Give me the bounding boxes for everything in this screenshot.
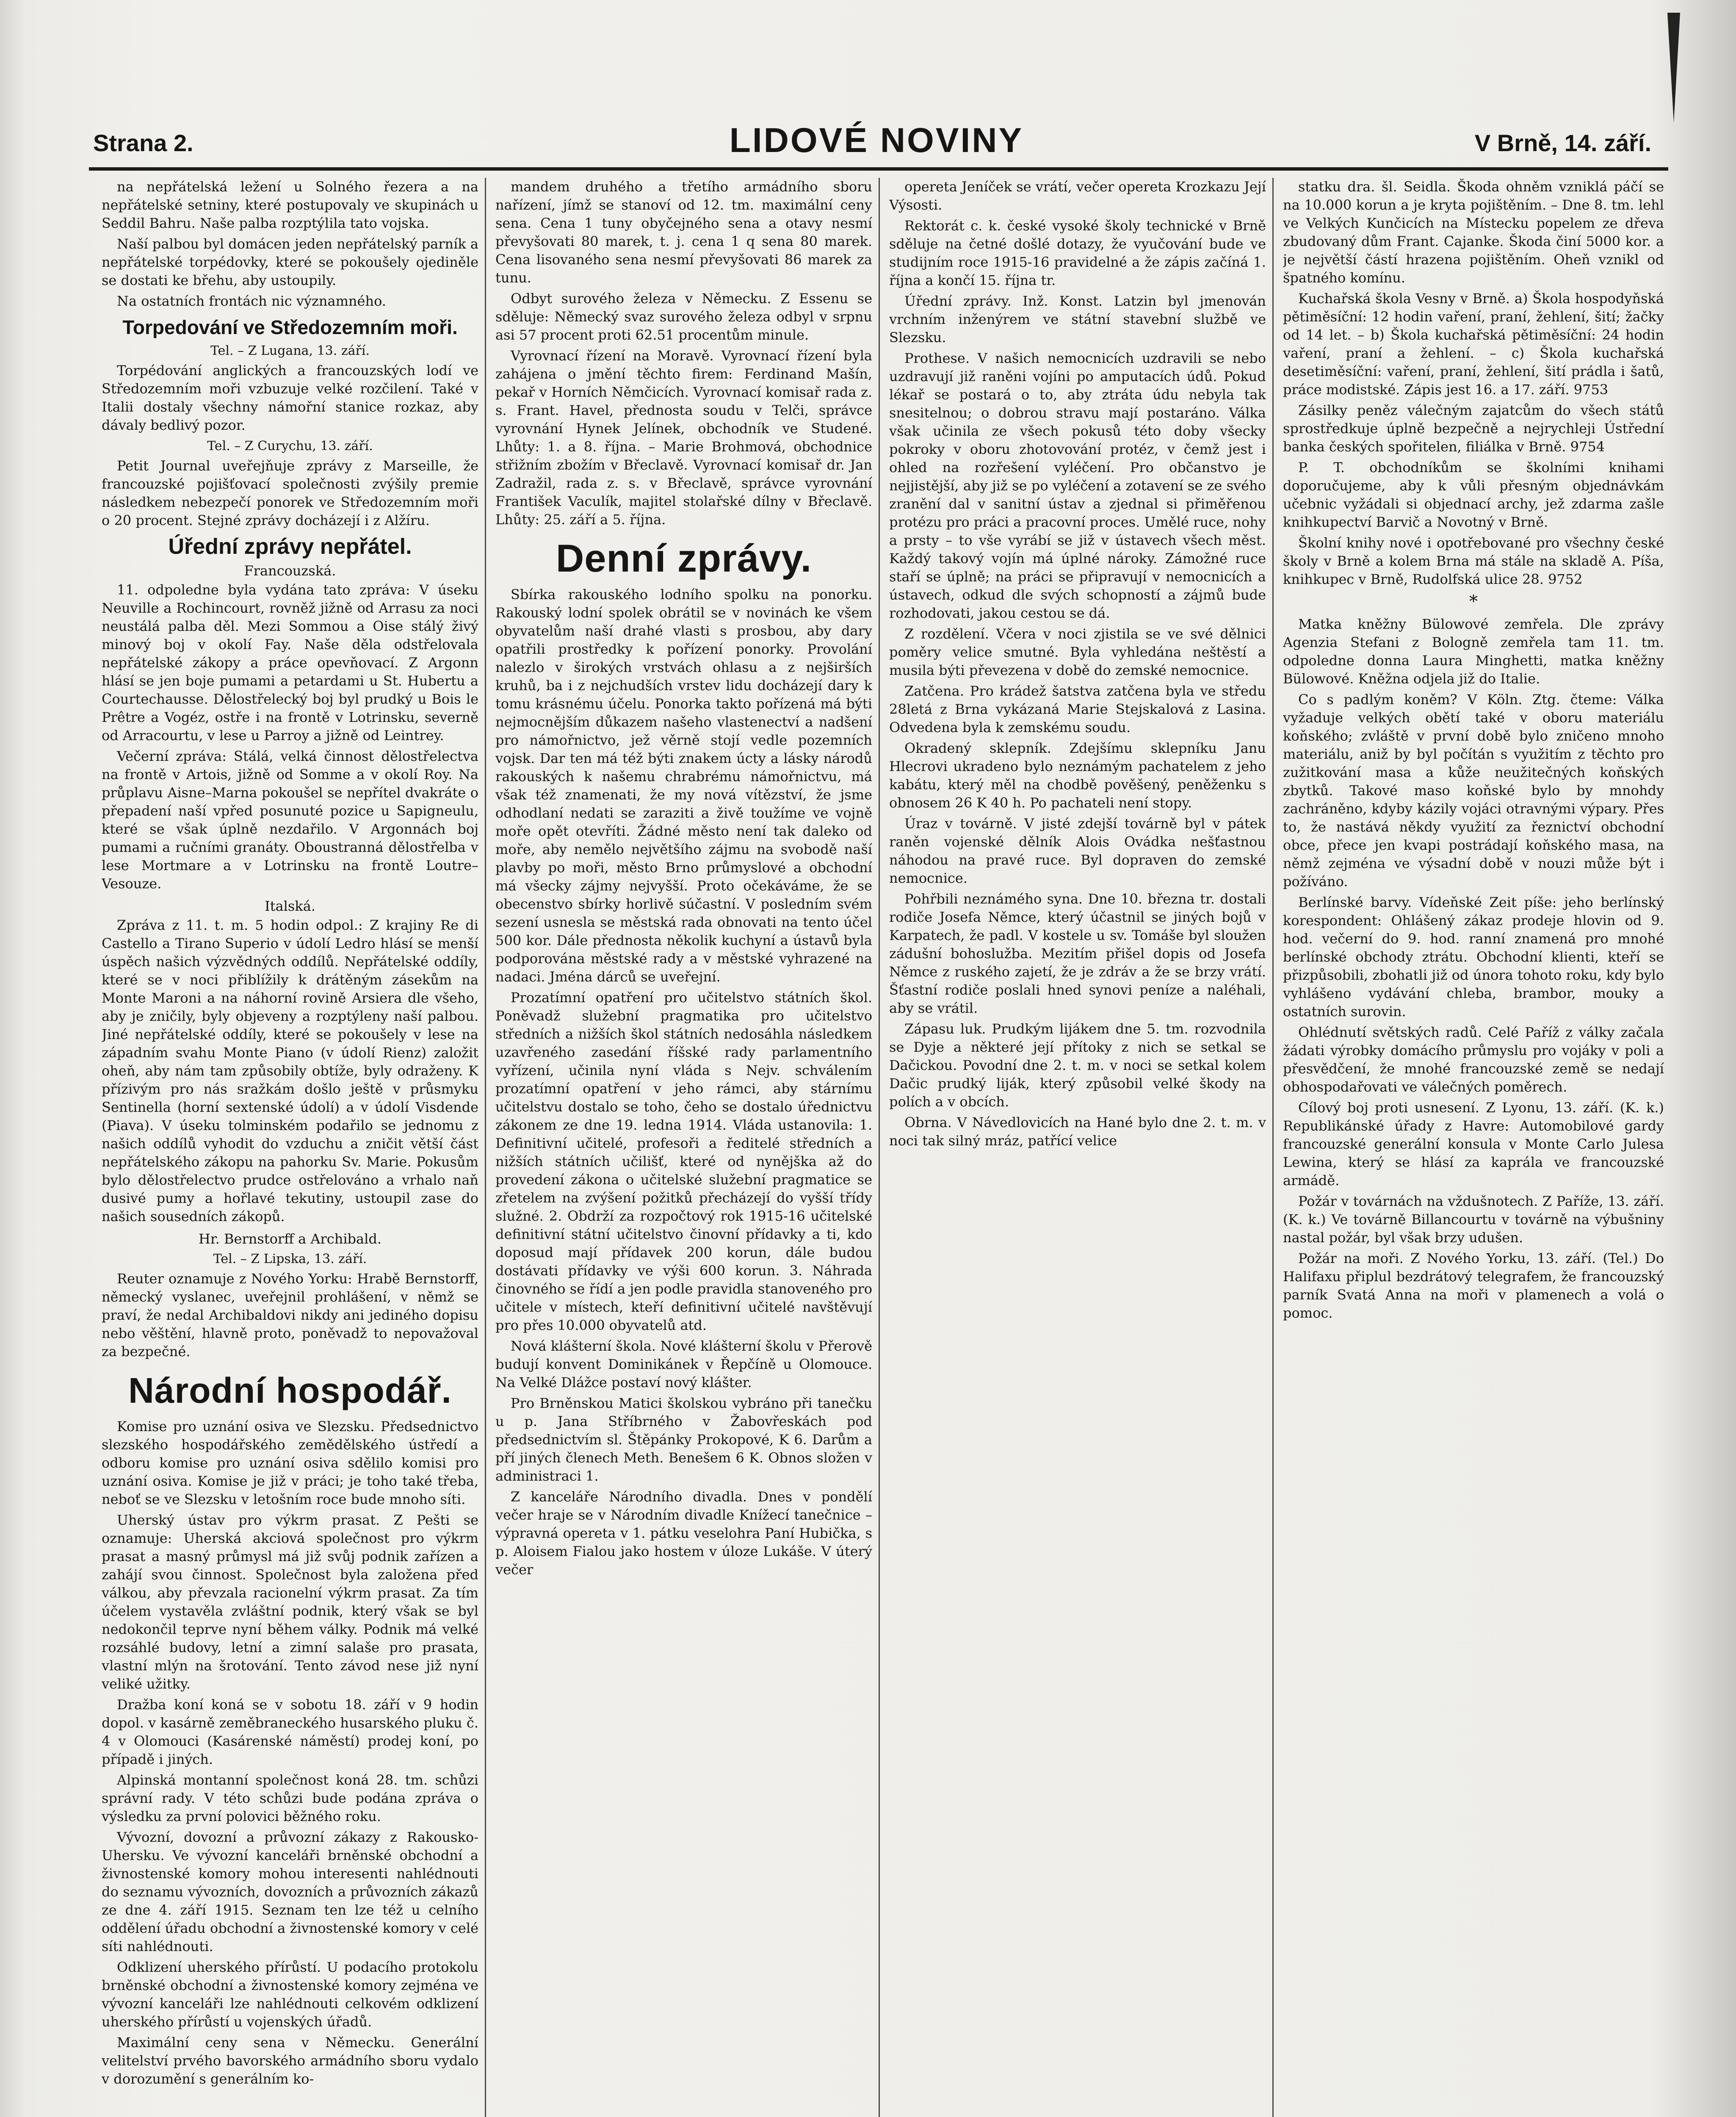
article-text: Zápasu luk. Prudkým lijákem dne 5. tm. rozvodnila se Dyje a některé její přítoky z nich se setkal se Dačickou. Povodní dne 2. t. m. v noci se setkal kolem Dačic prudký liják, který způsobil velké škody na polích a v obcích. bbox=[889, 1021, 1266, 1110]
advertisement: Zásilky peněz válečným zajatcům do všech států sprostředkuje úplně bezpečně a nejrychleji Ústřední banka českých spořitelen, filiálka v Brně. 9754 bbox=[1283, 402, 1664, 455]
article-text: opereta Jeníček se vrátí, večer opereta Krozkazu Její Výsosti. bbox=[889, 179, 1266, 213]
article-text: Komise pro uznání osiva ve Slezsku. Předsednictvo slezského hospodářského zemědělského ústředí a odboru komise pro uznání osiva sdělilo komisi pro uznání osiva. Komise je již v práci; je toho také třeba, neboť se ve Slezsku v letošním roce bude mnoho síti. bbox=[102, 1418, 478, 1507]
dateline: Tel. – Z Lugana, 13. září. bbox=[210, 343, 370, 358]
article-text: Večerní zpráva: Stálá, velká činnost dělostřelectva na frontě v Artois, jižně od Somme a v okolí Roy. Na průplavu Aisne–Marna pokoušel se nepřítel dvakráte o přepadení naší vpřed posunuté pozice u Sapigneulu, které se však úplně nezdařilo. V Argonnách boj pumami a ručními granáty. Oboustranná dělostřelba v lese Mortmare a v Lotrinsku na frontě Loutre–Vesouze. bbox=[102, 748, 478, 892]
subheading: Francouzská. bbox=[244, 563, 336, 579]
article-text: Zpráva z 11. t. m. 5 hodin odpol.: Z krajiny Re di Castello a Tirano Superio v údolí Ledro hlásí se menší úspěch našich výzvědných oddílů. Nepřátelské oddíly, které se v noci přiblížily k drátěným zásekům na Monte Maroni a na náhorní rovině Arsiera dle všeho, aby je zničily, byly objeveny a rozptýleny naší palbou. Jiné nepřátelské oddíly, které se pokoušely v lese na západním svahu Monte Piano (v údolí Rienz) založit oheň, aby nám tam způsobily obtíže, byly odraženy. K přízivým pro nás sražkám došlo ještě v průsmyku Sentinella (horní sextenské údolí) a v údolí Visdende (Piava). V úseku tolminském podařilo se jednomu z našich oddílů vyhodit do vzduchu a zničit větší část nepřátelského zákopu na pahorku Sv. Marie. Pokusům bylo dělostřelectvo prudce ostřelováno a vrhalo naň dusivé pumy a hořlavé tekutiny, ustoupil zase do našich sousedních zákopů. bbox=[102, 917, 478, 1224]
article-text: Z rozdělení. Včera v noci zjistila se ve své dělnici poměry velice smutné. Byla vyhledána neštěstí a musila býti převezena v době do zemské nemocnice. bbox=[889, 626, 1266, 678]
article-text: Petit Journal uveřejňuje zprávy z Marseille, že francouzské pojišťovací společnosti zvýšily premie následkem nebezpečí ponorek ve Středozemním moři o 20 procent. Stejné zprávy docházejí i z Alžíru. bbox=[102, 458, 478, 528]
header-dateline: V Brně, 14. září. bbox=[1474, 130, 1651, 156]
article-text: Prothese. V našich nemocnicích uzdravili se nebo uzdravují již raněni vojíni po amputacích údů. Pokud lékař se postará o to, aby ztráta údu nebyla tak snesitelnou; o dobrou stravu mají postaráno. Válka však učinila ze všech pokusů této doby všecky pokroky v oboru zhotovování protéz, v čemž jest i ohled na rozřešení vyléčení. Pro občanstvo je nejjistější, aby již se po vyléčení a zotavení se ze svého zranění dal v sanitní ústav a zjednal si přiměřenou protézu pro práci a pracovní proces. Umělé ruce, nohy a prsty – to vše vyrábí se již v ústavech všech měst. Každý takový vojín má úplné nároky. Zámožné ruce staří se úplně; na práci se připravují v nemocnicích a ústavech, odkud dle svých schopností a zájmů bude rozhodovati, jakou cestou se dá. bbox=[889, 350, 1266, 621]
advertisement: Školní knihy nové i opotřebované pro všechny české školy v Brně a kolem Brna má stále na skladě A. Píša, knihkupec v Brně, Rudolfská ulice 28. 9752 bbox=[1283, 535, 1664, 587]
article-text: mandem druhého a třetího armádního sboru nařízení, jímž se stanoví od 12. tm. maximální ceny sena. Cena 1 tuny obyčejného sena a otavy nesmí převyšovati 80 marek, t. j. cena 1 q sena 80 marek. Cena lisovaného sena nesmí převyšovati 86 marek za tunu. bbox=[495, 179, 872, 286]
article-text: Vývozní, dovozní a průvozní zákazy z Rakousko-Uhersku. Ve vývozní kanceláři brněnské obchodní a živnostenské komory mohou interesenti nahlédnouti do seznamu vývozních, dovozních a průvozních zákazů ze dne 4. září 1915. Seznam ten lze též u celního oddělení úřadu obchodní a živnostenské komory v celé síti nahlédnouti. bbox=[102, 1829, 478, 1954]
article-text: Z kanceláře Národního divadla. Dnes v pondělí večer hraje se v Národním divadle Knížecí tanečnice – výpravná opereta v 1. pátku veselohra Paní Hubička, s p. Aloisem Fialou jako hostem v úloze Lukáše. V úterý večer bbox=[495, 1489, 872, 1578]
article-text: Ohlédnutí světských radů. Celé Paříž z války začala žádati výrobky domácího průmyslu pro vojáky v poli a přesvědčení, že mnohé francouzské země se nedají obhospodařovati ve válečných poměrech. bbox=[1283, 1024, 1664, 1095]
article-text: Maximální ceny sena v Německu. Generální velitelství prvého bavorského armádního sboru vydalo v dorozumění s generálním ko- bbox=[102, 2034, 478, 2087]
article-text: Cílový boj proti usnesení. Z Lyonu, 13. září. (K. k.) Republikánské úřady z Havre: Automobilové gardy francouzské generální konsula v Monte Carlo Julesa Lewina, který se hlásí za kaprála ve francouzské armádě. bbox=[1283, 1100, 1664, 1188]
article-text: Zatčena. Pro krádež šatstva zatčena byla ve středu 28letá z Brna vykázaná Marie Stejskalová z Lasina. Odvedena byla k zemskému soudu. bbox=[889, 683, 1266, 735]
article-text: Co s padlým koněm? V Köln. Ztg. čteme: Válka vyžaduje velkých obětí také v oboru materiálu koňského; zvláště v první době bylo zničeno mnoho materiálu, aniž by byl počítán s využitím z těchto pro zužitkování masa a kůže neužitečných koňských zbytků. Takové maso koňské bylo by mnohdy zachráněno, kdyby kázily vojáci otravnými výpary. Přes to, že nastává někdy využití za řeznictví obchodní obce, přece jen kvapi postrádají koňského masa, na němž zejména ve výsadní době v nouzi může být i požíváno. bbox=[1283, 691, 1664, 890]
article-text: Naší palbou byl domácen jeden nepřátelský parník a nepřátelské torpédovky, které se pokoušely ojediněle se dostati ke břehu, aby ustoupily. bbox=[102, 236, 478, 288]
column-separator bbox=[879, 178, 880, 2117]
article-text: Rektorát c. k. české vysoké školy technické v Brně sděluje na četné došlé dotazy, že vyučování bude ve studijním roce 1915-16 pravidelné a že zápis začíná 1. října a končí 15. října tr. bbox=[889, 218, 1266, 288]
advertisement: Kuchařská škola Vesny v Brně. a) Škola hospodyňská pětiměsíční: 12 hodin vaření, praní, žehlení, šití; žačky od 14 let. – b) Škola kuchařská pětiměsíční: 24 hodin vaření, praní a žehlení. – c) Škola kuchařská desetiměsíční: vaření, praní, žehlení, šití prádla i šatů, práce modistské. Zápis jest 16. a 17. září. 9753 bbox=[1283, 290, 1664, 398]
article-text: Uherský ústav pro výkrm prasat. Z Pešti se oznamuje: Uherská akciová společnost pro výkrm prasat a masný průmysl má již svůj podnik zařízen a zahájí svou činnost. Společnost byla založena před válkou, aby převzala racionelní výkrm prasat. Za tím účelem vystavěla zvláštní podnik, který však se byl nedokončil teprve nyní během války. Podnik má velké rozsáhlé budovy, letní a zimní salaše pro prasata, vlastní mlýn na šrotování. Tento závod nese již nyní veliké užitky. bbox=[102, 1512, 478, 1692]
section-title-economy: Národní hospodář. bbox=[128, 1371, 452, 1410]
headline-enemy-reports: Úřední zprávy nepřátel. bbox=[168, 534, 412, 559]
article-text: Úřední zprávy. Inž. Konst. Latzin byl jmenován vrchním inženýrem ve státní stavební službě ve Slezsku. bbox=[889, 293, 1266, 345]
page-number: Strana 2. bbox=[93, 130, 194, 156]
article-text: Požár na moři. Z Nového Yorku, 13. září. (Tel.) Do Halifaxu připlul bezdrátový telegrafem, že francouzský parník Svatá Anna na moři v plamenech a volá o pomoc. bbox=[1283, 1250, 1664, 1321]
article-text: Odbyt surového železa v Německu. Z Essenu se sděluje: Německý svaz surového železa odbyl v srpnu asi 57 procent proti 62.51 procentům minule. bbox=[495, 290, 872, 343]
article-text: Na ostatních frontách nic významného. bbox=[117, 293, 386, 309]
article-text: 11. odpoledne byla vydána tato zpráva: V úseku Neuville a Rochincourt, rovněž jižně od Arrasu za noci neustálá palba děl. Mezi Sommou a Oise stálý živý minový boj v okolí Fay. Naše děla odstřelovala nepřátelské zákopy a práce opevňovací. Z Argonn hlásí se jen boje pumami a petardami u St. Hubertu a Courtechausse. Dělostřelecký boj byl prudký u Bois le Prêtre a Vogéz, ostře i na frontě v Lotrinsku, severně od Arracourtu, v lese u Parroy a jižně od Leintrey. bbox=[102, 582, 478, 743]
masthead-title: LIDOVÉ NOVINY bbox=[729, 121, 1024, 160]
subheading: Italská. bbox=[265, 898, 315, 914]
article-text: Požár v továrnách na vždušnotech. Z Paříže, 13. září. (K. k.) Ve továrně Billancourtu v továrně na výbušniny nastal požár, byl však brzy udušen. bbox=[1283, 1193, 1664, 1246]
article-text: Prozatímní opatření pro učitelstvo státních škol. Poněvadž služební pragmatika pro učitelstvo středních a nižších škol státních nedosáhla následkem uzavřeného zasedání říšské rady parlamentního vyřízení, učinila nyní vláda s Nejv. schválením prozatímní opatření v jeho rámci, aby stárnímu učitelstvu dostalo se toho, čeho se dostalo úřednictvu zákonem ze dne 19. ledna 1914. Vláda ustanovila: 1. Definitivní učitelé, profesoři a ředitelé středních a nižších státních učilišť, které od nynějška až do provedení zákona o učitelské služební pragmatice se zřetelem na zvýšení požitků přecházejí do vyšší třídy služné. 2. Obdrží za rozpočtový rok 1915-16 učitelské definitivní státní učitelstvo činovní přídavky a ti, kdo doposud mají přídavek 200 korun, dále budou dostávati přídavky ve výši 600 korun. 3. Náhrada činovného se řídí a jen podle pravidla stanoveného pro učitele v místech, kteří definitivní učitelé navštěvují pro přes 10.000 obyvatelů atd. bbox=[495, 989, 872, 1333]
article-text: Sbírka rakouského lodního spolku na ponorku. Rakouský lodní spolek obrátil se v novinách ke všem obyvatelům naší drahé vlasti s prosbou, aby dary opatřili prostředky k pořízení ponorky. Provolání nalezlo v širokých vrstvách ohlasu a z nejširších kruhů, ba i z nejchudších vrstev lidu docházejí dary k tomu krásnému účelu. Ponorka takto pořízená má býti nejmocnějším důkazem našeho vlastenectví a nadšení pro námořnictvo, jež věrně stojí vedle pozemních vojsk. Dar ten má též býti znakem úcty a lásky národů rakouských k našemu chrabrému námořnictvu, má však též znamenati, že my nová vítězství, že jsme odhodlaní nedati se zaraziti a živě toužíme ve vojně moře opět otevříti. Žádné město není tak daleko od moře, aby nemělo největšího zájmu na svobodě naší plavby po moři, město Brno průmyslové a obchodní má všecky zájmy nejvyšší. Proto očekáváme, že se obecenstvo sbírky horlivě súčastní. V posledním svém sezení usnesla se městská rada obnovati na tento účel 500 kor. Dále přednosta několik kuchyní a ústavů byla podporována městské rady a v městské vyhrazené na nadaci. Jména dárců se uveřejní. bbox=[495, 586, 872, 985]
article-text: Berlínské barvy. Vídeňské Zeit píše: jeho berlínský korespondent: Ohlášený zákaz prodeje hlovin od 9. hod. večerní do 9. hod. ranní znamená pro mnohé berlínské obchody ztrátu. Obchodní klienti, kteří se přizpůsobili, zbohatli již od února tohoto roku, kdy bylo vyhlášeno vydávání chleba, brambor, mouky a ostatních surovin. bbox=[1283, 894, 1664, 1020]
article-text: Torpédování anglických a francouzských lodí ve Středozemním moři vzbuzuje velké rozčilení. Také v Italii dostaly všechny námořní stanice rozkaz, aby dávaly bedlivý pozor. bbox=[102, 362, 478, 433]
article-text: Dražba koní koná se v sobotu 18. září v 9 hodin dopol. v kasárně zeměbraneckého husarského pluku č. 4 v Olomouci (Kasárenské náměstí) prodej koní, po případě i jiných. bbox=[102, 1697, 478, 1767]
star-divider: * bbox=[1469, 592, 1478, 611]
column-separator bbox=[485, 178, 486, 2117]
article-text: na nepřátelská ležení u Solného řezera a na nepřátelské setniny, které postupovaly ve skupinách u Seddil Bahru. Naše palba rozptýlila tato vojska. bbox=[102, 179, 478, 231]
article-text: statku dra. šl. Seidla. Škoda ohněm vzniklá páčí se na 10.000 korun a je kryta pojištěním. – Dne 8. tm. lehl ve Velkých Kunčicích na Místecku popelem ze dřeva zbudovaný dům Frant. Cajanke. Škoda činí 5000 kor. a je největší částí hrazena pojištěním. Oheň vznikl od špatného komínu. bbox=[1283, 179, 1664, 286]
article-text: Alpinská montanní společnost koná 28. tm. schůzi správní rady. V této schůzi bude podána zpráva o výsledku za první polovici běžného roku. bbox=[102, 1772, 478, 1824]
article-text: Pohřbili neznámého syna. Dne 10. března tr. dostali rodiče Josefa Němce, který účastnil se jiných bojů v Karpatech, že padl. V kostele u sv. Tomáše byl sloužen zádušní bohoslužba. Mezitím přišel dopis od Josefa Němce z ruského zajetí, že je zdráv a že se brzy vrátí. Šťastní rodiče poslali hned synovi peníze a naléhali, aby se vrátil. bbox=[889, 891, 1266, 1016]
subheading: Hr. Bernstorff a Archibald. bbox=[198, 1231, 381, 1247]
page-header bbox=[76, 106, 1677, 165]
article-text: Reuter oznamuje z Nového Yorku: Hrabě Bernstorff, německý vyslanec, uveřejnil prohlášení, v němž se praví, že nedal Archibaldovi nikdy ani jediného dopisu nebo věštění, hlavně proto, poněvadž to nepovažoval za bezpečné. bbox=[102, 1271, 478, 1360]
article-text: Matka kněžny Bülowové zemřela. Dle zprávy Agenzia Stefani z Bologně zemřela tam 11. tm. odpoledne donna Laura Minghetti, matka kněžny Bülowové. Kněžna odjela již do Italie. bbox=[1283, 616, 1664, 687]
columns bbox=[102, 178, 1677, 2117]
article-text: Úraz v továrně. V jisté zdejší továrně byl v pátek raněn vojenské dělník Alois Ovádka nešťastnou náhodou na pravé ruce. Byl dopraven do zemské nemocnice. bbox=[889, 815, 1266, 886]
article-text: Vyrovnací řízení na Moravě. Vyrovnací řízení byla zahájena o jmění těchto firem: Ferdinand Mašín, pekař v Horních Němčicích. Vyrovnací komisař rada z. s. Frant. Havel, přednosta soudu v Telči, správce vyrovnání Hynek Jelínek, obchodník ve Studené. Lhůty: 1. a 8. října. – Marie Brohmová, obchodnice střižním zbožím v Břeclavě. Vyrovnací komisař dr. Jan Zadražil, rada z. s. v Břeclavě, správce vyrovnání František Vaculík, majitel stolařské dílny v Břeclavě. Lhůty: 25. září a 5. října. bbox=[495, 348, 872, 528]
column-2 bbox=[495, 178, 872, 2117]
article-text: Nová klášterní škola. Nové klášterní školu v Přerově budují konvent Dominikánek v Řepčíně u Olomouce. Na Velké Dlážce postaví nový klášter. bbox=[495, 1338, 872, 1390]
column-1 bbox=[102, 178, 478, 2117]
column-separator bbox=[1272, 178, 1274, 2117]
article-text: Pro Brněnskou Matici školskou vybráno při tanečku u p. Jana Stříbrného v Žabovřeskách pod předsednictvím sl. Štěpánky Prokopové, K 6. Darům a pří jiných členech Meth. Benešem 6 K. Obnos složen v administraci 1. bbox=[495, 1395, 872, 1484]
column-4 bbox=[1283, 178, 1664, 2117]
dateline: Tel. – Z Curychu, 13. září. bbox=[207, 439, 373, 453]
article-text: Obrna. V Návedlovicích na Hané bylo dne 2. t. m. v noci tak silný mráz, patřící velice bbox=[889, 1114, 1266, 1149]
column-3 bbox=[889, 178, 1266, 2117]
article-text: Odklizení uherského přírůstí. U podacího protokolu brněnské obchodní a živnostenské komory zejména ve vývozní kanceláři lze nahlédnouti celkovém odklizení uherského přírůstí u vojenských úřadů. bbox=[102, 1959, 478, 2030]
headline-torpedo: Torpedování ve Středozemním moři. bbox=[122, 316, 458, 338]
edge-mark-icon bbox=[1663, 13, 1684, 123]
article-text: Okradený sklepník. Zdejšímu sklepníku Janu Hlecrovi ukradeno bylo neznámým pachatelem z jeho kabátu, který měl na chodbě pověšený, peněženku s obnosem 26 K 40 h. Po pachateli není stopy. bbox=[889, 740, 1266, 811]
dateline: Tel. – Z Lipska, 13. září. bbox=[213, 1252, 367, 1266]
header-rule bbox=[89, 167, 1668, 171]
advertisement: P. T. obchodníkům se školními knihami doporučujeme, aby k vůli přesným objednávkám učebnic vyžádali si objednací archy, jež zdarma zašle knihkupectví Barvič a Novotný v Brně. bbox=[1283, 459, 1664, 530]
section-title-daily-news: Denní zprávy. bbox=[556, 537, 812, 580]
